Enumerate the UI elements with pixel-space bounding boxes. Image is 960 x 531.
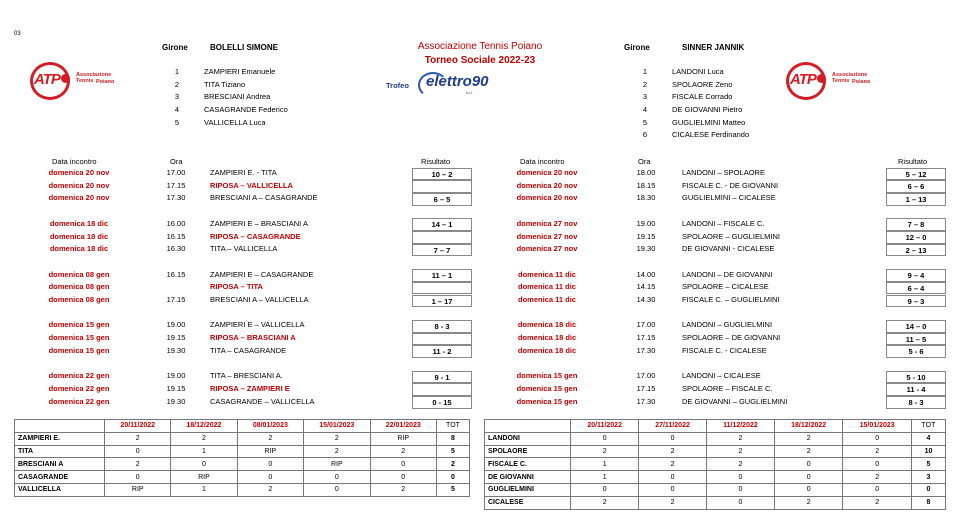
standings-row	[485, 496, 946, 509]
standings-total: 5	[436, 445, 469, 458]
girone-label-left: Girone	[162, 43, 188, 52]
match-date: domenica 27 nov	[516, 218, 578, 228]
match-result: 9 – 4	[886, 269, 946, 282]
standings-points: 0	[105, 471, 171, 484]
player-name: GUGLIELMINI Matteo	[672, 117, 746, 127]
standings-points: 2	[843, 496, 912, 509]
match-time: 19.00	[636, 218, 656, 228]
match-pair: DE GIOVANNI - CICALESE	[682, 244, 775, 254]
match-date: domenica 11 dic	[518, 269, 576, 279]
association-title: Associazione Tennis Poiano	[417, 41, 543, 52]
match-time: 17.00	[636, 371, 656, 381]
standings-points: 0	[304, 483, 370, 496]
logo-letters: ATP	[34, 71, 60, 88]
standings-player: CICALESE	[485, 496, 571, 509]
standings-date: 08/01/2023	[237, 420, 303, 433]
player-number: 2	[174, 79, 180, 89]
standings-points: 0	[571, 432, 639, 445]
match-pair: DE GIOVANNI – GUGLIELMINI	[682, 396, 788, 406]
standings-points: RIP	[370, 432, 436, 445]
match-date: domenica 27 nov	[516, 231, 578, 241]
standings-row	[15, 445, 470, 458]
standings-table-right	[484, 419, 946, 510]
match-time: 16.15	[166, 269, 186, 279]
standings-player: BRESCIANI A	[15, 458, 105, 471]
standings-points: 0	[105, 445, 171, 458]
standings-date: 20/11/2022	[105, 420, 171, 433]
match-date: domenica 20 nov	[516, 180, 578, 190]
match-date: domenica 20 nov	[516, 193, 578, 203]
standings-row	[15, 471, 470, 484]
standings-tot-header: TOT	[911, 420, 945, 433]
page-number: 03	[14, 31, 21, 37]
match-result	[412, 180, 472, 193]
standings-points: 0	[774, 458, 843, 471]
match-pair: SPOLAORE – FISCALE C.	[682, 383, 773, 393]
standings-date: 15/01/2023	[843, 420, 912, 433]
match-pair: LANDONI – GUGLIELMINI	[682, 320, 773, 330]
logo-text-line1: Associazione Tennis	[832, 72, 868, 84]
match-pair: BRESCIANI A – CASAGRANDE	[210, 193, 318, 203]
match-date: domenica 15 gen	[48, 320, 110, 330]
match-result: 14 – 0	[886, 320, 946, 333]
standings-points: 0	[843, 432, 912, 445]
standings-points: 2	[571, 445, 639, 458]
match-result: 8 - 3	[412, 320, 472, 333]
player-row	[170, 79, 288, 92]
match-pair: ZAMPIERI E. - TITA	[210, 168, 277, 177]
match-date: domenica 20 nov	[48, 180, 110, 190]
standings-header-row	[485, 420, 946, 433]
match-date: domenica 15 gen	[48, 345, 110, 355]
match-pair: SPOLAORE – DE GIOVANNI	[682, 333, 781, 343]
standings-date: 22/01/2023	[370, 420, 436, 433]
standings-row	[485, 432, 946, 445]
match-time: 18.00	[636, 168, 656, 177]
player-name: CICALESE Ferdinando	[672, 130, 750, 140]
logo-text-line2: Poiano	[852, 79, 871, 85]
match-time: 19.15	[636, 231, 656, 241]
player-row	[638, 117, 749, 130]
match-pair: SPOLAORE – CICALESE	[682, 282, 769, 292]
standings-player: LANDONI	[485, 432, 571, 445]
match-time: 19.15	[166, 383, 186, 393]
standings-corner	[485, 420, 571, 433]
sponsor-suffix: s.r.l.	[466, 90, 474, 95]
player-number: 1	[174, 67, 180, 76]
trofeo-label: Trofeo	[386, 81, 409, 90]
standings-points: RIP	[304, 458, 370, 471]
match-time: 18.30	[636, 193, 656, 203]
match-result: 7 – 7	[412, 244, 472, 257]
match-pair: LANDONI – FISCALE C.	[682, 218, 765, 228]
standings-row	[15, 458, 470, 471]
sponsor-logo	[418, 70, 496, 104]
tennis-ball-icon	[61, 74, 70, 83]
match-result: 2 – 13	[886, 244, 946, 257]
standings-points: 2	[706, 445, 774, 458]
standings-corner	[15, 420, 105, 433]
standings-points: 0	[304, 471, 370, 484]
match-result: 6 – 5	[412, 193, 472, 206]
standings-total: 3	[911, 471, 945, 484]
player-row	[638, 91, 749, 104]
standings-total: 5	[436, 483, 469, 496]
standings-points: RIP	[105, 483, 171, 496]
match-date: domenica 20 nov	[516, 168, 578, 177]
player-number: 3	[642, 92, 648, 102]
standings-points: 2	[639, 445, 707, 458]
standings-points: 0	[237, 458, 303, 471]
match-date: domenica 27 nov	[516, 244, 578, 254]
standings-points: 0	[774, 471, 843, 484]
standings-points: 2	[237, 483, 303, 496]
standings-total: 8	[911, 496, 945, 509]
standings-points: 2	[706, 458, 774, 471]
match-pair: GUGLIELMINI – CICALESE	[682, 193, 776, 203]
standings-points: 0	[774, 483, 843, 496]
match-date: domenica 15 gen	[516, 396, 578, 406]
match-time: 14.00	[636, 269, 656, 279]
standings-row	[485, 445, 946, 458]
match-date: domenica 18 dic	[49, 231, 109, 241]
standings-table-left	[14, 419, 470, 497]
match-time: 19.00	[166, 320, 186, 330]
player-row	[170, 117, 288, 130]
standings-date: 18/12/2022	[774, 420, 843, 433]
match-pair: FISCALE C. - CICALESE	[682, 345, 767, 355]
standings-player: ZAMPIERI E.	[15, 432, 105, 445]
player-row	[170, 104, 288, 117]
match-date: domenica 15 gen	[516, 383, 578, 393]
match-pair: SPOLAORE – GUGLIELMINI	[682, 231, 780, 241]
match-result: 5 – 12	[886, 168, 946, 181]
standings-points: 2	[639, 496, 707, 509]
girone-name-right: SINNER JANNIK	[682, 43, 745, 52]
standings-points: 0	[706, 471, 774, 484]
player-number: 4	[174, 105, 180, 115]
player-number: 5	[174, 117, 180, 127]
match-date: domenica 11 dic	[518, 295, 576, 304]
match-date: domenica 18 dic	[49, 218, 109, 228]
standings-points: 2	[304, 445, 370, 458]
match-result: 5 - 10	[886, 371, 946, 384]
player-name: ZAMPIERI Emanuele	[204, 67, 276, 76]
col-header-result-left: Risultato	[421, 157, 451, 166]
standings-points: 0	[639, 483, 707, 496]
player-number: 2	[642, 79, 648, 89]
girone-name-left: BOLELLI SIMONE	[210, 43, 278, 52]
standings-points: 2	[774, 432, 843, 445]
standings-points: 0	[370, 458, 436, 471]
match-date: domenica 22 gen	[48, 396, 110, 406]
match-time: 18.15	[636, 180, 656, 190]
standings-points: 2	[774, 445, 843, 458]
match-date: domenica 18 dic	[517, 333, 577, 343]
match-time	[156, 281, 196, 294]
standings-points: 0	[843, 458, 912, 471]
match-date: domenica 08 gen	[48, 282, 110, 292]
match-result: 1 – 13	[886, 193, 946, 206]
player-row	[170, 91, 288, 104]
standings-date: 27/11/2022	[639, 420, 707, 433]
match-date: domenica 18 dic	[517, 345, 577, 355]
player-list-left	[170, 66, 288, 129]
match-pair: RIPOSA – CASAGRANDE	[210, 231, 301, 241]
standings-points: 2	[843, 445, 912, 458]
col-header-date-left: Data incontro	[52, 157, 97, 166]
player-number: 3	[174, 92, 180, 102]
girone-label-right: Girone	[624, 43, 650, 52]
match-time: 19.30	[166, 345, 186, 355]
match-result: 11 – 1	[412, 269, 472, 282]
match-date: domenica 15 gen	[48, 333, 110, 343]
standings-points: 0	[571, 483, 639, 496]
standings-row	[15, 483, 470, 496]
standings-player: TITA	[15, 445, 105, 458]
match-date: domenica 20 nov	[48, 168, 110, 177]
match-pair: BRESCIANI A – VALLICELLA	[210, 295, 309, 304]
standings-points: 2	[171, 432, 237, 445]
match-result: 1 – 17	[412, 295, 472, 308]
standings-points: 0	[370, 471, 436, 484]
standings-player: CASAGRANDE	[15, 471, 105, 484]
match-time: 17.15	[636, 333, 656, 343]
standings-total: 4	[911, 432, 945, 445]
standings-row	[485, 483, 946, 496]
player-number: 6	[642, 130, 648, 140]
match-pair: LANDONI – CICALESE	[682, 371, 761, 381]
match-time: 17.15	[166, 180, 186, 190]
player-name: CASAGRANDE Federico	[204, 105, 288, 115]
match-time: 17.30	[636, 345, 656, 355]
standings-points: 0	[706, 496, 774, 509]
match-pair: RIPOSA – TITA	[210, 282, 263, 292]
player-number: 1	[642, 67, 648, 76]
standings-points: 2	[639, 458, 707, 471]
standings-player: GUGLIELMINI	[485, 483, 571, 496]
standings-total: 0	[911, 483, 945, 496]
match-result: 10 – 2	[412, 168, 472, 181]
standings-points: 0	[237, 471, 303, 484]
match-date: domenica 18 dic	[49, 244, 109, 254]
match-pair: RIPOSA – VALLICELLA	[210, 180, 293, 190]
match-time: 19.15	[166, 333, 186, 343]
match-pair: ZAMPIERI E – CASAGRANDE	[210, 269, 314, 279]
standings-points: RIP	[237, 445, 303, 458]
standings-total: 5	[911, 458, 945, 471]
standings-total: 2	[436, 458, 469, 471]
standings-points: 2	[706, 432, 774, 445]
match-time: 17.15	[636, 383, 656, 393]
player-row	[638, 104, 749, 117]
match-pair: LANDONI – SPOLAORE	[682, 168, 765, 177]
standings-player: VALLICELLA	[15, 483, 105, 496]
standings-points: 0	[843, 483, 912, 496]
player-number: 5	[642, 117, 648, 127]
standings-total: 10	[911, 445, 945, 458]
standings-player: FISCALE C.	[485, 458, 571, 471]
standings-points: 2	[843, 471, 912, 484]
col-header-time-left: Ora	[170, 157, 183, 166]
match-result: 9 - 1	[412, 371, 472, 384]
standings-points: 2	[774, 496, 843, 509]
sponsor-name: elettro90	[426, 73, 489, 90]
standings-date: 18/12/2022	[171, 420, 237, 433]
player-name: SPOLAORE Zeno	[672, 79, 733, 89]
match-time: 19.30	[166, 396, 186, 406]
standings-points: 2	[105, 458, 171, 471]
match-result: 8 - 3	[886, 396, 946, 409]
match-pair: RIPOSA – BRASCIANI A	[210, 333, 296, 343]
standings-points: 2	[370, 483, 436, 496]
match-time: 19.30	[636, 244, 656, 254]
player-list-right	[638, 66, 749, 142]
standings-row	[15, 432, 470, 445]
match-result: 6 – 4	[886, 282, 946, 295]
standings-header-row	[15, 420, 470, 433]
match-time: 19.00	[166, 371, 186, 381]
player-name: LANDONI Luca	[672, 67, 724, 76]
match-date: domenica 20 nov	[48, 193, 110, 203]
standings-points: 0	[639, 432, 707, 445]
match-pair: TITA – VALLICELLA	[210, 244, 278, 254]
standings-points: 2	[105, 432, 171, 445]
match-time: 17.00	[166, 168, 186, 177]
player-row	[638, 79, 749, 92]
match-date: domenica 22 gen	[48, 371, 110, 381]
player-row	[638, 129, 749, 142]
standings-points: 2	[237, 432, 303, 445]
match-pair: FISCALE C. – GUGLIELMINI	[682, 295, 780, 304]
logo-letters: ATP	[790, 71, 816, 88]
match-result	[412, 282, 472, 295]
atp-logo-right	[786, 62, 876, 102]
match-result: 5 - 6	[886, 345, 946, 358]
match-result	[412, 333, 472, 346]
col-header-result-right: Risultato	[898, 157, 928, 166]
match-date: domenica 08 gen	[48, 295, 110, 304]
standings-row	[485, 471, 946, 484]
match-time: 17.15	[166, 295, 186, 304]
match-result	[412, 231, 472, 244]
match-pair: ZAMPIERI E – BRASCIANI A	[210, 218, 308, 228]
standings-row	[485, 458, 946, 471]
col-header-date-right: Data incontro	[520, 157, 565, 166]
standings-tot-header: TOT	[436, 420, 469, 433]
col-header-time-right: Ora	[638, 157, 651, 166]
standings-points: 1	[171, 483, 237, 496]
match-pair: ZAMPIERI E – VALLICELLA	[210, 320, 305, 330]
match-result: 11 – 5	[886, 333, 946, 346]
standings-points: 0	[639, 471, 707, 484]
match-time: 17.00	[636, 320, 656, 330]
match-time: 14.30	[636, 295, 656, 304]
match-pair: TITA – BRESCIANI A.	[210, 371, 283, 381]
player-name: DE GIOVANNI Pietro	[672, 105, 743, 115]
match-time: 16.15	[166, 231, 186, 241]
match-result: 9 – 3	[886, 295, 946, 308]
standings-points: 2	[370, 445, 436, 458]
player-name: VALLICELLA Luca	[204, 117, 266, 127]
match-result: 6 – 6	[886, 180, 946, 193]
standings-points: 1	[171, 445, 237, 458]
match-date: domenica 08 gen	[48, 269, 110, 279]
standings-date: 15/01/2023	[304, 420, 370, 433]
standings-total: 8	[436, 432, 469, 445]
match-result: 11 - 4	[886, 383, 946, 396]
match-time: 14.15	[636, 282, 656, 292]
standings-points: 0	[706, 483, 774, 496]
match-result: 7 – 8	[886, 218, 946, 231]
match-time: 16.30	[166, 244, 186, 254]
standings-points: RIP	[171, 471, 237, 484]
match-pair: RIPOSA – ZAMPIERI E	[210, 383, 290, 393]
match-date: domenica 22 gen	[48, 383, 110, 393]
match-date: domenica 15 gen	[516, 371, 578, 381]
player-row	[170, 66, 288, 79]
match-result: 12 – 0	[886, 231, 946, 244]
player-name: FISCALE Corrado	[672, 92, 733, 102]
match-pair: CASAGRANDE – VALLICELLA	[210, 396, 315, 406]
standings-points: 1	[571, 471, 639, 484]
match-time: 17.30	[166, 193, 186, 203]
match-time: 16.00	[166, 218, 186, 228]
standings-points: 1	[571, 458, 639, 471]
player-row	[638, 66, 749, 79]
match-date: domenica 18 dic	[517, 320, 577, 330]
player-name: TITA Tiziano	[204, 79, 246, 89]
logo-text-line2: Poiano	[96, 79, 115, 85]
match-result: 11 - 2	[412, 345, 472, 358]
tennis-ball-icon	[817, 74, 826, 83]
tournament-title: Torneo Sociale 2022-23	[424, 55, 536, 66]
match-result	[412, 383, 472, 396]
logo-text-line1: Associazione Tennis	[76, 72, 112, 84]
standings-date: 11/12/2022	[706, 420, 774, 433]
match-pair: TITA – CASAGRANDE	[210, 345, 287, 355]
atp-logo-left	[30, 62, 120, 102]
player-name: BRESCIANI Andrea	[204, 92, 271, 102]
standings-points: 2	[571, 496, 639, 509]
standings-player: DE GIOVANNI	[485, 471, 571, 484]
match-pair: LANDONI – DE GIOVANNI	[682, 269, 773, 279]
match-date: domenica 11 dic	[518, 282, 576, 292]
match-time: 17.30	[636, 396, 656, 406]
match-result: 0 - 15	[412, 396, 472, 409]
match-pair: FISCALE C. - DE GIOVANNI	[682, 180, 779, 190]
standings-date: 20/11/2022	[571, 420, 639, 433]
player-number: 4	[642, 105, 648, 115]
match-result: 14 – 1	[412, 218, 472, 231]
standings-player: SPOLAORE	[485, 445, 571, 458]
standings-points: 2	[304, 432, 370, 445]
standings-total: 0	[436, 471, 469, 484]
standings-points: 0	[171, 458, 237, 471]
